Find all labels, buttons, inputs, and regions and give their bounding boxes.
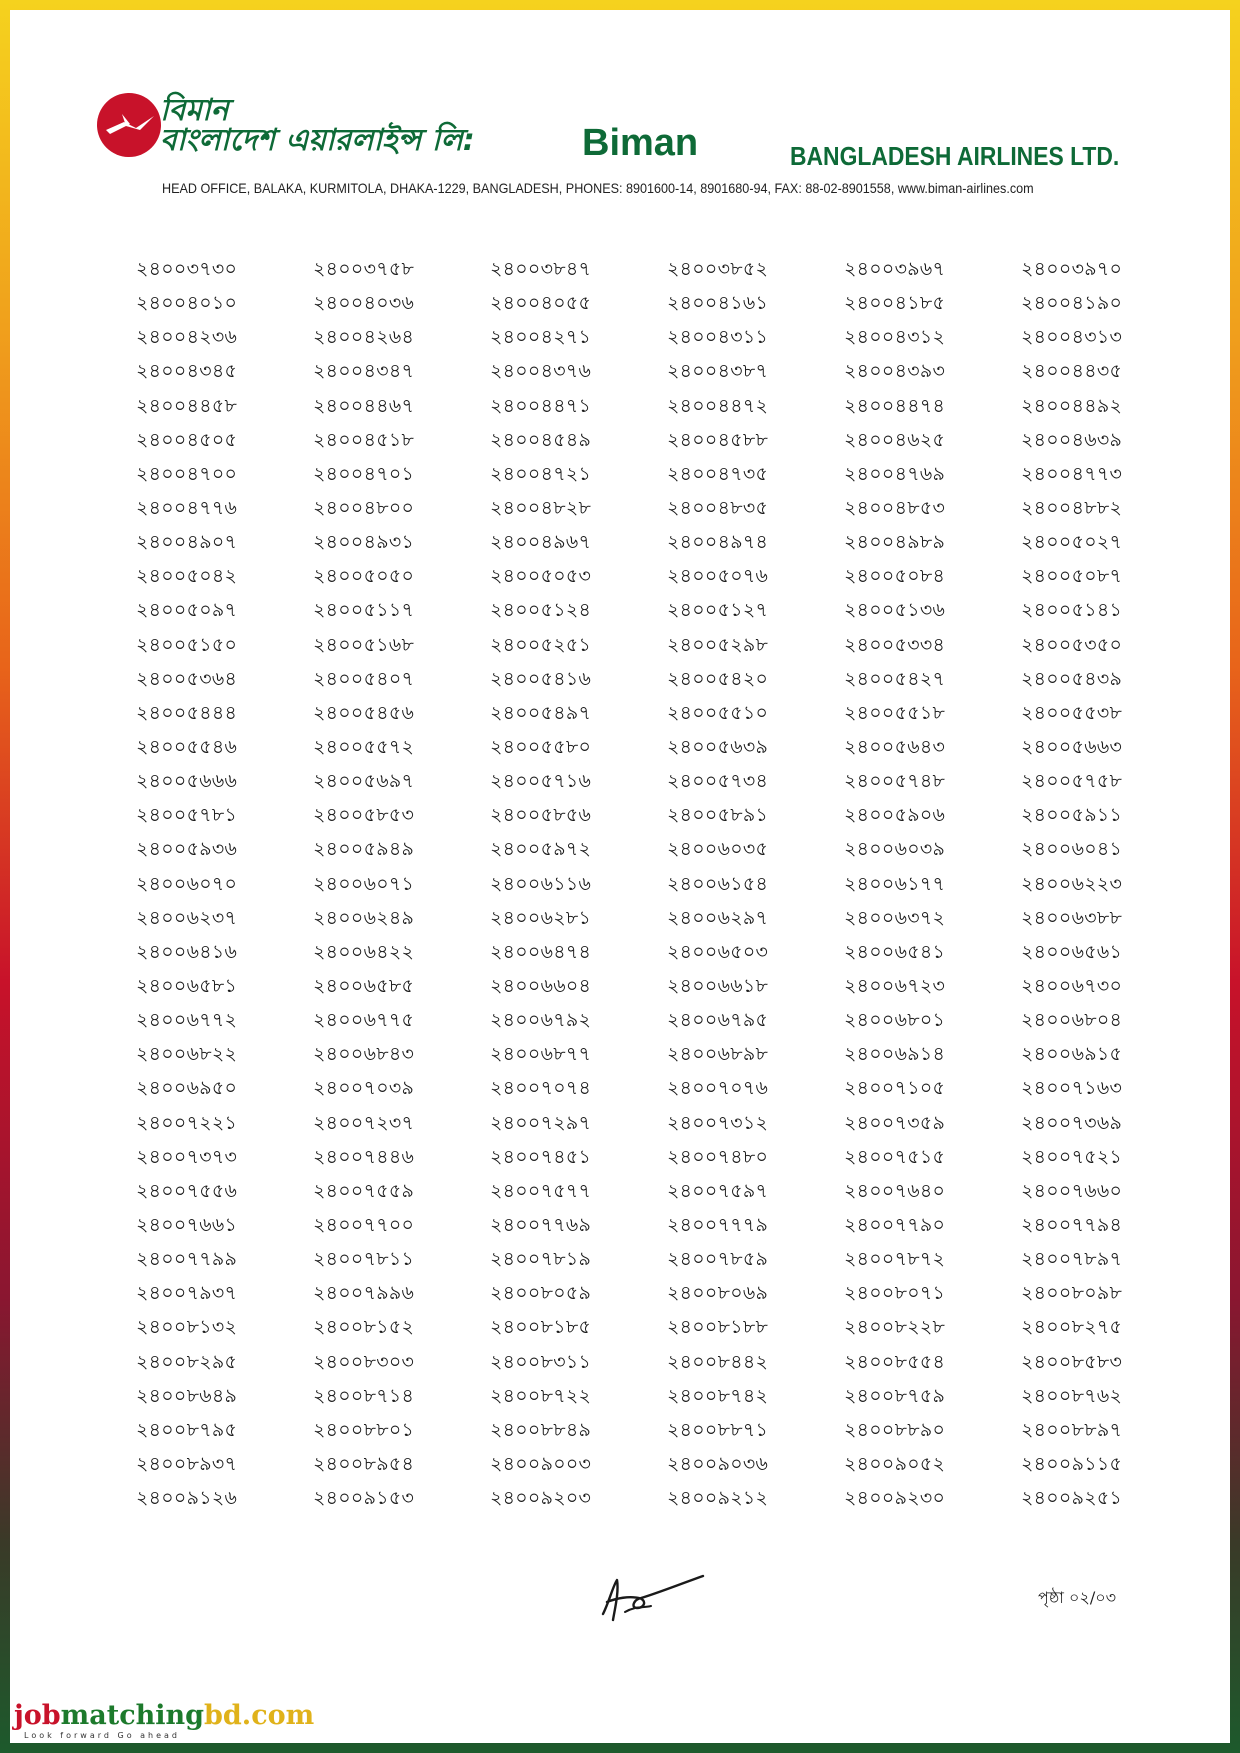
roll-number: ২৪০০৯০৫২ — [844, 1452, 946, 1475]
roll-number: ২৪০০৬৭৯৫ — [667, 1009, 769, 1032]
roll-number: ২৪০০৫৫৮০ — [490, 735, 592, 758]
watermark-tagline: Look forward Go ahead — [24, 1731, 181, 1740]
roll-number: ২৪০০৬২৯৭ — [667, 906, 769, 929]
roll-number: ২৪০০৪৮৮২ — [1021, 496, 1123, 519]
roll-number: ২৪০০৫০২৭ — [1021, 531, 1123, 554]
roll-number: ২৪০০৪১৮৫ — [844, 292, 946, 315]
roll-number: ২৪০০৭৬৬০ — [1021, 1179, 1123, 1202]
roll-number: ২৪০০৫০৯৭ — [136, 599, 238, 622]
roll-number: ২৪০০৪০১০ — [136, 292, 238, 315]
roll-number: ২৪০০৬৭৯২ — [490, 1009, 592, 1032]
roll-number: ২৪০০৪৫৮৮ — [667, 428, 769, 451]
roll-number: ২৪০০৪৩৮৭ — [667, 360, 769, 383]
roll-number: ২৪০০৭৫৫৯ — [313, 1179, 415, 1202]
roll-number: ২৪০০৭২৩৭ — [313, 1111, 415, 1134]
roll-number: ২৪০০৪১৬১ — [667, 292, 769, 315]
roll-number: ২৪০০৮১৮৮ — [667, 1316, 769, 1339]
biman-logo-icon — [96, 92, 162, 158]
roll-number: ২৪০০৭২২১ — [136, 1111, 238, 1134]
roll-number: ২৪০০৬৫৮৫ — [313, 974, 415, 997]
roll-number: ২৪০০৫১৫০ — [136, 633, 238, 656]
roll-number: ২৪০০৫৭৮১ — [136, 804, 238, 827]
roll-number: ২৪০০৪৭২১ — [490, 462, 592, 485]
roll-number: ২৪০০৫৫১৮ — [844, 701, 946, 724]
roll-number: ২৪০০৭০৩৯ — [313, 1077, 415, 1100]
roll-number: ২৪০০৪৪৭১ — [490, 394, 592, 417]
roll-number: ২৪০০৮৮৯৭ — [1021, 1418, 1123, 1441]
roll-number: ২৪০০৬৯১৪ — [844, 1043, 946, 1066]
roll-number: ২৪০০৯২১২ — [667, 1487, 769, 1510]
roll-number: ২৪০০৪৮২৮ — [490, 496, 592, 519]
roll-number: ২৪০০৩৮৪৭ — [490, 258, 592, 280]
roll-number: ২৪০০৭৩৫৯ — [844, 1111, 946, 1134]
roll-number: ২৪০০৩৯৭০ — [1021, 258, 1123, 280]
roll-number: ২৪০০৪৬২৫ — [844, 428, 946, 451]
roll-number: ২৪০০৬৪১৬ — [136, 940, 238, 963]
roll-number: ২৪০০৬০৩৫ — [667, 838, 769, 861]
roll-number: ২৪০০৪৫০৫ — [136, 428, 238, 451]
roll-number: ২৪০০৫৪৯৭ — [490, 701, 592, 724]
roll-number: ২৪০০৬৪৭৪ — [490, 940, 592, 963]
roll-number: ২৪০০৪৩৭৬ — [490, 360, 592, 383]
roll-number: ২৪০০৭৪৫১ — [490, 1145, 592, 1168]
roll-number: ২৪০০৭০৭৪ — [490, 1077, 592, 1100]
roll-number: ২৪০০৭৯৯৬ — [313, 1282, 415, 1305]
roll-number: ২৪০০৭২৯৭ — [490, 1111, 592, 1134]
roll-number: ২৪০০৬৮৪৩ — [313, 1043, 415, 1066]
roll-number: ২৪০০৬৭৭৫ — [313, 1009, 415, 1032]
roll-number: ২৪০০৮২৭৫ — [1021, 1316, 1123, 1339]
roll-number: ২৪০০৪৯০৭ — [136, 531, 238, 554]
roll-number: ২৪০০৪৯৩১ — [313, 531, 415, 554]
roll-number: ২৪০০৮৭৪২ — [667, 1384, 769, 1407]
roll-number: ২৪০০৫৯৩৬ — [136, 838, 238, 861]
roll-number: ২৪০০৯২০৩ — [490, 1487, 592, 1510]
roll-number: ২৪০০৬৬১৮ — [667, 974, 769, 997]
roll-number: ২৪০০৬৮২২ — [136, 1043, 238, 1066]
roll-number: ২৪০০৫৭১৬ — [490, 770, 592, 793]
roll-number: ২৪০০৯১২৬ — [136, 1487, 238, 1510]
roll-number: ২৪০০৬৭৭২ — [136, 1009, 238, 1032]
roll-number: ২৪০০৯২৫১ — [1021, 1487, 1123, 1510]
roll-number: ২৪০০৬০৪১ — [1021, 838, 1123, 861]
roll-number: ২৪০০৭৪৪৬ — [313, 1145, 415, 1168]
roll-number: ২৪০০৫৪৫৬ — [313, 701, 415, 724]
roll-number: ২৪০০৭৭৬৯ — [490, 1213, 592, 1236]
roll-number: ২৪০০৮০৫৯ — [490, 1282, 592, 1305]
roll-number: ২৪০০৮৮০১ — [313, 1418, 415, 1441]
roll-number: ২৪০০৪৪৭২ — [667, 394, 769, 417]
roll-number: ২৪০০৭৮৫৯ — [667, 1248, 769, 1271]
roll-number: ২৪০০৫৭৪৮ — [844, 770, 946, 793]
roll-number: ২৪০০৬৫০৩ — [667, 940, 769, 963]
roll-number: ২৪০০৫১৪১ — [1021, 599, 1123, 622]
roll-number: ২৪০০৯০৩৬ — [667, 1452, 769, 1475]
roll-number: ২৪০০৮৭৬২ — [1021, 1384, 1123, 1407]
roll-number: ২৪০০৫৬৬৩ — [1021, 735, 1123, 758]
roll-number: ২৪০০৪৭৭৬ — [136, 496, 238, 519]
roll-number: ২৪০০৮১৩২ — [136, 1316, 238, 1339]
roll-number: ২৪০০৮৭৫৯ — [844, 1384, 946, 1407]
roll-number: ২৪০০৫৬৯৭ — [313, 770, 415, 793]
roll-number: ২৪০০৫০৮৭ — [1021, 565, 1123, 588]
roll-number: ২৪০০৭৭০০ — [313, 1213, 415, 1236]
roll-number: ২৪০০৪৪৯২ — [1021, 394, 1123, 417]
roll-number: ২৪০০৬৫৪১ — [844, 940, 946, 963]
roll-number: ২৪০০৫১৬৮ — [313, 633, 415, 656]
roll-number: ২৪০০৬২৪৯ — [313, 906, 415, 929]
roll-number: ২৪০০৫০৭৬ — [667, 565, 769, 588]
roll-number: ২৪০০৪৮০০ — [313, 496, 415, 519]
roll-number: ২৪০০৮৫৮৩ — [1021, 1350, 1123, 1373]
roll-number: ২৪০০৮০৬৯ — [667, 1282, 769, 1305]
roll-number: ২৪০০৮৫৫৪ — [844, 1350, 946, 1373]
roll-number: ২৪০০৬৪২২ — [313, 940, 415, 963]
roll-number: ২৪০০৬১১৬ — [490, 872, 592, 895]
roll-number: ২৪০০৬১৭৭ — [844, 872, 946, 895]
roll-number: ২৪০০৬২৮১ — [490, 906, 592, 929]
roll-number: ২৪০০৩৮৫২ — [667, 258, 769, 280]
roll-number: ২৪০০৩৯৬৭ — [844, 258, 946, 280]
roll-number: ২৪০০৬৩৭২ — [844, 906, 946, 929]
roll-number-grid — [136, 256, 1198, 1519]
roll-number: ২৪০০৮০৯৮ — [1021, 1282, 1123, 1305]
roll-number: ২৪০০৩৭৩০ — [136, 258, 238, 280]
roll-number: ২৪০০৭১০৫ — [844, 1077, 946, 1100]
roll-number: ২৪০০৭৭৭৯ — [667, 1213, 769, 1236]
roll-number: ২৪০০৬৫৮১ — [136, 974, 238, 997]
roll-number: ২৪০০৬২৩৭ — [136, 906, 238, 929]
roll-number: ২৪০০৬০৭১ — [313, 872, 415, 895]
roll-number: ২৪০০৪৯৮৯ — [844, 531, 946, 554]
roll-number: ২৪০০৫১২৪ — [490, 599, 592, 622]
roll-number: ২৪০০৫৫১০ — [667, 701, 769, 724]
roll-number: ২৪০০৭৯৩৭ — [136, 1282, 238, 1305]
roll-number: ২৪০০৮৪৪২ — [667, 1350, 769, 1373]
roll-number: ২৪০০৮৮৪৯ — [490, 1418, 592, 1441]
roll-number: ২৪০০৬৮৭৭ — [490, 1043, 592, 1066]
watermark-part-2: matching — [60, 1700, 205, 1731]
roll-number: ২৪০০৫৪০৭ — [313, 667, 415, 690]
roll-number: ২৪০০৪০৫৫ — [490, 292, 592, 315]
roll-number: ২৪০০৪৩১২ — [844, 326, 946, 349]
roll-number: ২৪০০৪৯৭৪ — [667, 531, 769, 554]
document-page — [10, 10, 1230, 1743]
roll-number: ২৪০০৫৯১১ — [1021, 804, 1123, 827]
roll-number: ২৪০০৬০৩৯ — [844, 838, 946, 861]
roll-number: ২৪০০৮৬৪৯ — [136, 1384, 238, 1407]
roll-number: ২৪০০৫০৮৪ — [844, 565, 946, 588]
roll-number: ২৪০০৯২৩০ — [844, 1487, 946, 1510]
roll-number: ২৪০০৪৬৩৯ — [1021, 428, 1123, 451]
roll-number: ২৪০০৩৭৫৮ — [313, 258, 415, 280]
roll-number: ২৪০০৫২৫১ — [490, 633, 592, 656]
roll-number: ২৪০০৫৪২৭ — [844, 667, 946, 690]
roll-number: ২৪০০৫৭৫৮ — [1021, 770, 1123, 793]
roll-number: ২৪০০৭৫৭৭ — [490, 1179, 592, 1202]
roll-number: ২৪০০৫৩৩৪ — [844, 633, 946, 656]
roll-number: ২৪০০৭৪৮০ — [667, 1145, 769, 1168]
roll-number: ২৪০০৫৫৪৬ — [136, 735, 238, 758]
roll-number: ২৪০০৪৮৩৫ — [667, 496, 769, 519]
roll-number: ২৪০০৪৫১৮ — [313, 428, 415, 451]
roll-number: ২৪০০৪০৩৬ — [313, 292, 415, 315]
roll-number: ২৪০০৫৬৬৬ — [136, 770, 238, 793]
roll-number: ২৪০০৮৮৯০ — [844, 1418, 946, 1441]
roll-number: ২৪০০৬৮০১ — [844, 1009, 946, 1032]
roll-number: ২৪০০৪৭৬৯ — [844, 462, 946, 485]
roll-number: ২৪০০৪২৩৬ — [136, 326, 238, 349]
roll-number: ২৪০০৭৫৫৬ — [136, 1179, 238, 1202]
roll-number: ২৪০০৫০৫৩ — [490, 565, 592, 588]
roll-number: ২৪০০৫১৩৬ — [844, 599, 946, 622]
roll-number: ২৪০০৮১৮৫ — [490, 1316, 592, 1339]
roll-number: ২৪০০৮২৯৫ — [136, 1350, 238, 1373]
roll-number: ২৪০০৫৯৪৯ — [313, 838, 415, 861]
roll-number: ২৪০০৫৮৫৬ — [490, 804, 592, 827]
roll-number: ২৪০০৮৭২২ — [490, 1384, 592, 1407]
roll-number: ২৪০০৫৮৯১ — [667, 804, 769, 827]
roll-number: ২৪০০৯১১৫ — [1021, 1452, 1123, 1475]
page-number: পৃষ্ঠা ০২/০৩ — [1038, 1588, 1117, 1607]
roll-number: ২৪০০৫৬৩৯ — [667, 735, 769, 758]
roll-number: ২৪০০৫৯৭২ — [490, 838, 592, 861]
roll-number: ২৪০০৬০৭০ — [136, 872, 238, 895]
roll-number: ২৪০০৪৩৪৫ — [136, 360, 238, 383]
roll-number: ২৪০০৫০৫০ — [313, 565, 415, 588]
roll-number: ২৪০০৭৭৯৪ — [1021, 1213, 1123, 1236]
roll-number: ২৪০০৬৮৯৮ — [667, 1043, 769, 1066]
roll-number: ২৪০০৫৬৪৩ — [844, 735, 946, 758]
roll-number: ২৪০০৪৪৭৪ — [844, 394, 946, 417]
roll-number: ২৪০০৫৭৩৪ — [667, 770, 769, 793]
head-office-address: HEAD OFFICE, BALAKA, KURMITOLA, DHAKA-1229, BANGLADESH, PHONES: 8901600-14, 8901680-94, FAX: 88-02-8901558, www.biman-airlines.com — [162, 180, 1034, 196]
roll-number: ২৪০০৪৩৪৭ — [313, 360, 415, 383]
roll-number: ২৪০০৪৭৭৩ — [1021, 462, 1123, 485]
roll-number: ২৪০০৭৮৯৭ — [1021, 1248, 1123, 1271]
roll-number: ২৪০০৭৮১৯ — [490, 1248, 592, 1271]
roll-number: ২৪০০৯১৫৩ — [313, 1487, 415, 1510]
roll-number: ২৪০০৮২২৮ — [844, 1316, 946, 1339]
roll-number: ২৪০০৭৩৬৯ — [1021, 1111, 1123, 1134]
roll-number: ২৪০০৬৬০৪ — [490, 974, 592, 997]
roll-number: ২৪০০৫৪২০ — [667, 667, 769, 690]
roll-number: ২৪০০৮৯৫৪ — [313, 1452, 415, 1475]
roll-number: ২৪০০৭৫২১ — [1021, 1145, 1123, 1168]
roll-number: ২৪০০৭৫১৫ — [844, 1145, 946, 1168]
roll-number: ২৪০০৭৬৪০ — [844, 1179, 946, 1202]
roll-number: ২৪০০৮৭৯৫ — [136, 1418, 238, 1441]
roll-number: ২৪০০৬৭২৩ — [844, 974, 946, 997]
roll-number: ২৪০০৪৭০০ — [136, 462, 238, 485]
brand-bengali-top: বিমান — [160, 93, 229, 128]
roll-number: ২৪০০৬৭৩০ — [1021, 974, 1123, 997]
roll-number: ২৪০০৫১২৭ — [667, 599, 769, 622]
roll-number: ২৪০০৫৮৫৩ — [313, 804, 415, 827]
roll-number: ২৪০০৫৪৪৪ — [136, 701, 238, 724]
brand-bengali-bottom: বাংলাদেশ এয়ারলাইন্স লি: — [160, 123, 475, 158]
roll-number: ২৪০০৪৮৫৩ — [844, 496, 946, 519]
signature-image — [595, 1572, 710, 1627]
roll-number: ২৪০০৫০৪২ — [136, 565, 238, 588]
roll-number: ২৪০০৬৮০৪ — [1021, 1009, 1123, 1032]
watermark-part-3: bd.com — [204, 1700, 315, 1731]
roll-number: ২৪০০৪৭০১ — [313, 462, 415, 485]
roll-number: ২৪০০৪২৭১ — [490, 326, 592, 349]
roll-number: ২৪০০৪৫৪৯ — [490, 428, 592, 451]
roll-number: ২৪০০৭১৬৩ — [1021, 1077, 1123, 1100]
roll-number: ২৪০০৪৪৩৫ — [1021, 360, 1123, 383]
watermark-logo — [14, 1702, 314, 1729]
roll-number: ২৪০০৫৫৩৮ — [1021, 701, 1123, 724]
roll-number: ২৪০০৮১৫২ — [313, 1316, 415, 1339]
roll-number: ২৪০০৭০৭৬ — [667, 1077, 769, 1100]
roll-number: ২৪০০৪৯৬৭ — [490, 531, 592, 554]
roll-number: ২৪০০৫২৯৮ — [667, 633, 769, 656]
roll-number: ২৪০০৮৩১১ — [490, 1350, 592, 1373]
brand-english-sub: BANGLADESH AIRLINES LTD. — [790, 141, 1120, 171]
brand-english: Biman — [582, 122, 699, 164]
roll-number: ২৪০০৪৭৩৫ — [667, 462, 769, 485]
roll-number: ২৪০০৫৫৭২ — [313, 735, 415, 758]
roll-number: ২৪০০৮৯৩৭ — [136, 1452, 238, 1475]
roll-number: ২৪০০৭৭৯৯ — [136, 1248, 238, 1271]
roll-number: ২৪০০৬২২৩ — [1021, 872, 1123, 895]
roll-number: ২৪০০৫৪৩৯ — [1021, 667, 1123, 690]
roll-number: ২৪০০৭৫৯৭ — [667, 1179, 769, 1202]
roll-number: ২৪০০৫৯০৬ — [844, 804, 946, 827]
roll-number: ২৪০০৭৮১১ — [313, 1248, 415, 1271]
roll-number: ২৪০০৪৩১৩ — [1021, 326, 1123, 349]
roll-number: ২৪০০৪৩৯৩ — [844, 360, 946, 383]
roll-number: ২৪০০৮৩০৩ — [313, 1350, 415, 1373]
watermark-part-1: job — [14, 1700, 61, 1731]
roll-number: ২৪০০৪৪৫৮ — [136, 394, 238, 417]
roll-number: ২৪০০৭৩৭৩ — [136, 1145, 238, 1168]
roll-number: ২৪০০৭৩১২ — [667, 1111, 769, 1134]
roll-number: ২৪০০৪২৬৪ — [313, 326, 415, 349]
roll-number: ২৪০০৪৪৬৭ — [313, 394, 415, 417]
roll-number: ২৪০০৭৬৬১ — [136, 1213, 238, 1236]
roll-number: ২৪০০৫৩৫০ — [1021, 633, 1123, 656]
roll-number: ২৪০০৬৫৬১ — [1021, 940, 1123, 963]
roll-number: ২৪০০৬৯৫০ — [136, 1077, 238, 1100]
roll-number: ২৪০০৮৮৭১ — [667, 1418, 769, 1441]
roll-number: ২৪০০৬৯১৫ — [1021, 1043, 1123, 1066]
roll-number: ২৪০০৫৩৬৪ — [136, 667, 238, 690]
roll-number: ২৪০০৬৩৮৮ — [1021, 906, 1123, 929]
roll-number: ২৪০০৫৪১৬ — [490, 667, 592, 690]
roll-number: ২৪০০৯০০৩ — [490, 1452, 592, 1475]
roll-number: ২৪০০৮৭১৪ — [313, 1384, 415, 1407]
roll-number: ২৪০০৮০৭১ — [844, 1282, 946, 1305]
roll-number: ২৪০০৭৮৭২ — [844, 1248, 946, 1271]
roll-number: ২৪০০৪১৯০ — [1021, 292, 1123, 315]
roll-number: ২৪০০৫১১৭ — [313, 599, 415, 622]
roll-number: ২৪০০৭৭৯০ — [844, 1213, 946, 1236]
roll-number: ২৪০০৬১৫৪ — [667, 872, 769, 895]
roll-number: ২৪০০৪৩১১ — [667, 326, 769, 349]
